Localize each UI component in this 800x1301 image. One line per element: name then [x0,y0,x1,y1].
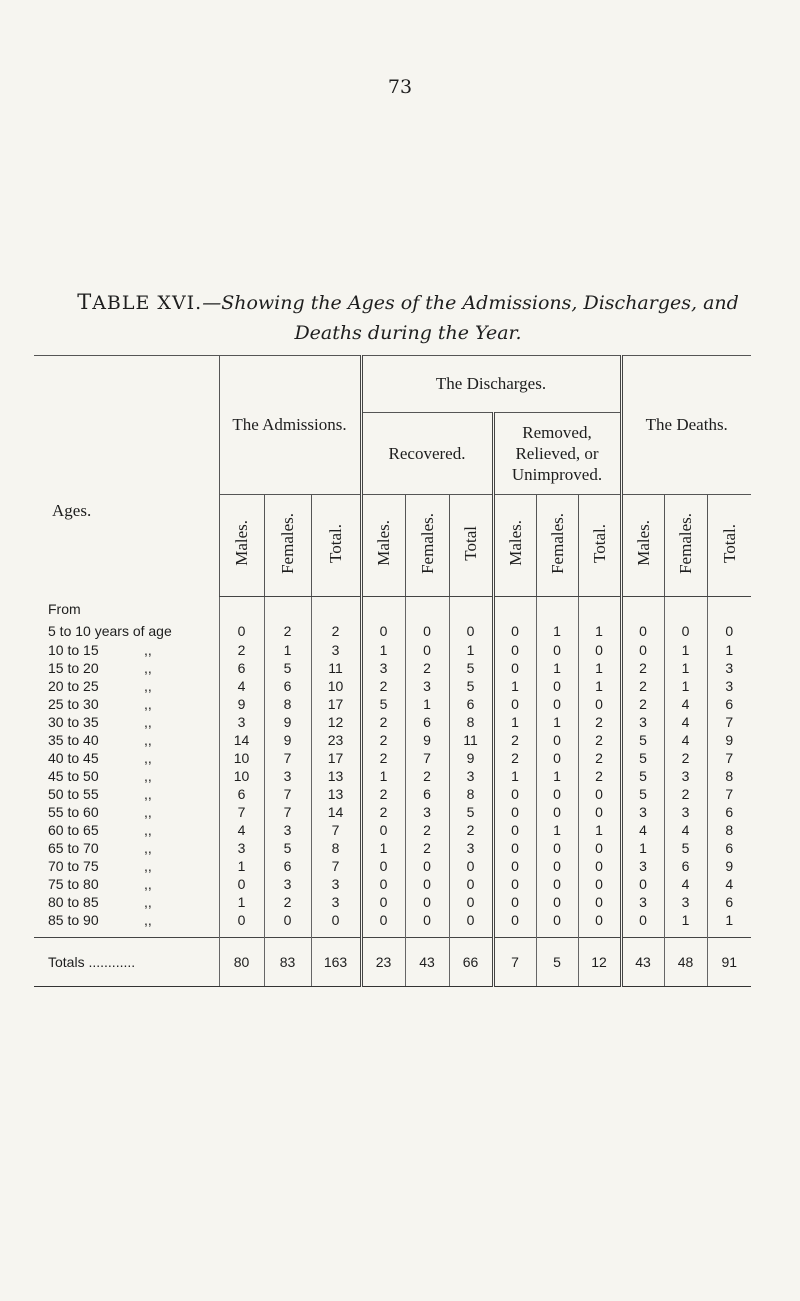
table-cell: 0 [405,857,449,875]
table-row [34,893,751,911]
ditto-mark: ,, [144,875,152,892]
table-cell: 6 [264,677,311,695]
table-cell: 1 [707,911,751,938]
table-cell: 7 [405,749,449,767]
ditto-mark: ,, [144,821,152,838]
table-cell: 3 [219,839,264,857]
removed-header: Removed, Relieved, or Unimproved. [493,413,621,495]
table-cell: 3 [405,803,449,821]
table-cell: 8 [449,785,493,803]
totals-cell: 66 [449,937,493,986]
totals-row [34,937,751,986]
table-cell: 4 [664,821,707,839]
table-cell: 5 [264,839,311,857]
ditto-mark: ,, [144,731,152,748]
age-range: 35 to 40 ,, [48,731,152,748]
table-cell: 0 [449,621,493,641]
table-cell: 5 [361,695,405,713]
table-cell: 8 [311,839,361,857]
table-cell: 3 [707,659,751,677]
table-cell: 0 [493,695,536,713]
table-cell: 1 [536,713,578,731]
table-cell: 9 [405,731,449,749]
table-cell: 6 [707,803,751,821]
table-cell: 0 [219,621,264,641]
table-cell: 6 [264,857,311,875]
table-cell: 2 [449,821,493,839]
table-cell: 9 [707,731,751,749]
table-cell: 12 [311,713,361,731]
table-cell: 0 [578,641,621,659]
table-cell: 1 [536,767,578,785]
table-cell: 2 [621,677,664,695]
table-cell: 0 [493,911,536,938]
table-cell: 7 [264,785,311,803]
table-cell: 0 [361,821,405,839]
removed-total-header: Total. [578,495,621,597]
recovered-females-header: Females. [405,495,449,597]
removed-males-header: Males. [493,495,536,597]
caption-line-2 [28,318,788,348]
table-cell: 14 [219,731,264,749]
table-cell: 0 [536,641,578,659]
table-cell: 5 [449,677,493,695]
table-body [34,597,751,938]
table-cell: 4 [664,713,707,731]
table-cell: 9 [449,749,493,767]
table-cell: 3 [449,839,493,857]
deaths-males-header: Males. [621,495,664,597]
table-cell: 1 [664,677,707,695]
table-cell: 0 [621,911,664,938]
ditto-mark: ,, [144,749,152,766]
table-cell: 6 [707,893,751,911]
table-row [34,659,751,677]
table-cell: 0 [536,893,578,911]
table-row [34,821,751,839]
table-cell: 2 [578,749,621,767]
table-cell: 0 [536,695,578,713]
totals-cell: 23 [361,937,405,986]
table-cell: 0 [536,731,578,749]
table-cell: 4 [219,677,264,695]
table-cell: 5 [621,749,664,767]
table-cell: 3 [707,677,751,695]
table-cell: 4 [621,821,664,839]
table-cell: 10 [311,677,361,695]
table-cell: 0 [493,785,536,803]
table-cell: 0 [405,621,449,641]
table-cell: 10 [219,749,264,767]
table-cell: 0 [449,911,493,938]
table-row [34,677,751,695]
table-cell: 0 [621,875,664,893]
table-cell: 3 [621,857,664,875]
table-cell: 1 [578,821,621,839]
ditto-mark: ,, [144,659,152,676]
table-cell: 3 [621,893,664,911]
table-cell: 0 [264,911,311,938]
table-cell: 0 [578,857,621,875]
table-cell: 2 [311,621,361,641]
table-cell: 6 [664,857,707,875]
table-cell: 0 [578,695,621,713]
table-cell: 0 [493,857,536,875]
table-cell: 7 [707,713,751,731]
age-range: 85 to 90 ,, [48,911,152,928]
page-number: 73 [387,76,413,98]
age-range: 10 to 15 ,, [48,641,152,658]
table-cell: 6 [219,659,264,677]
table-cell: 0 [219,875,264,893]
table-cell: 0 [449,875,493,893]
table-cell: 3 [405,677,449,695]
table-cell: 11 [311,659,361,677]
table-cell: 0 [621,621,664,641]
totals-cell: 163 [311,937,361,986]
table-cell: 8 [707,821,751,839]
table-cell: 9 [219,695,264,713]
caption-text-2: Deaths during the Year. [294,322,522,344]
ditto-mark: ,, [144,677,152,694]
table-cell: 0 [361,893,405,911]
table-cell: 3 [311,875,361,893]
table-cell: 2 [361,785,405,803]
from-row [34,597,751,621]
table-cell: 13 [311,767,361,785]
table-cell: 0 [536,803,578,821]
table-cell: 1 [264,641,311,659]
table-cell: 0 [578,911,621,938]
table-cell: 5 [664,839,707,857]
ditto-mark: ,, [144,767,152,784]
table-cell: 0 [536,749,578,767]
table-cell: 3 [361,659,405,677]
totals-cell: 48 [664,937,707,986]
admissions-females-header: Females. [264,495,311,597]
ditto-mark: ,, [144,893,152,910]
table-cell: 0 [578,875,621,893]
table-cell: 10 [219,767,264,785]
table-row [34,767,751,785]
caption-text-1: —Showing the Ages of the Admissions, Discharges, and [202,292,739,314]
table-cell: 11 [449,731,493,749]
table-cell: 0 [311,911,361,938]
totals-cell: 7 [493,937,536,986]
ditto-mark: ,, [144,713,152,730]
table-cell: 4 [664,695,707,713]
table-row [34,695,751,713]
table-cell: 1 [664,659,707,677]
table-cell: 0 [449,893,493,911]
ditto-mark: ,, [144,839,152,856]
table-cell: 5 [449,803,493,821]
table-cell: 3 [621,713,664,731]
table-cell: 3 [311,641,361,659]
table-cell: 17 [311,695,361,713]
table-cell: 1 [493,713,536,731]
table-row [34,803,751,821]
table-cell: 2 [361,731,405,749]
table-cell: 2 [493,749,536,767]
age-range: 25 to 30 ,, [48,695,152,712]
table-cell: 13 [311,785,361,803]
table-cell: 7 [311,821,361,839]
table-cell: 5 [449,659,493,677]
recovered-males-header: Males. [361,495,405,597]
totals-cell: 5 [536,937,578,986]
table-cell: 6 [449,695,493,713]
table-cell: 1 [578,659,621,677]
age-range: 65 to 70 ,, [48,839,152,856]
table-cell: 3 [664,893,707,911]
table-cell: 1 [707,641,751,659]
totals-cell: 12 [578,937,621,986]
admissions-header: The Admissions. [219,356,361,495]
table-cell: 1 [361,839,405,857]
table-cell: 4 [664,731,707,749]
table-cell: 3 [264,767,311,785]
table-cell: 3 [219,713,264,731]
table-cell: 4 [664,875,707,893]
table-cell: 0 [493,659,536,677]
table-cell: 0 [578,839,621,857]
table-cell: 0 [493,839,536,857]
table-cell: 0 [707,621,751,641]
table-cell: 0 [493,621,536,641]
table-cell: 2 [361,713,405,731]
ditto-mark: ,, [144,695,152,712]
table-row [34,641,751,659]
table-cell: 0 [493,641,536,659]
table-row [34,875,751,893]
table-cell: 0 [493,875,536,893]
table-cell: 23 [311,731,361,749]
table-cell: 0 [578,785,621,803]
table-cell: 0 [493,803,536,821]
table-cell: 0 [536,839,578,857]
ditto-mark: ,, [144,911,152,928]
deaths-header: The Deaths. [621,356,751,495]
table-cell: 7 [707,785,751,803]
table-cell: 1 [361,641,405,659]
table-cell: 2 [405,659,449,677]
totals-cell: 91 [707,937,751,986]
table-cell: 0 [536,911,578,938]
table-cell: 0 [405,911,449,938]
table-cell: 5 [264,659,311,677]
table-cell: 2 [493,731,536,749]
table-cell: 0 [449,857,493,875]
table-row [34,839,751,857]
table-cell: 0 [578,803,621,821]
age-range: 55 to 60 ,, [48,803,152,820]
caption-line-1 [28,287,788,318]
table-cell: 5 [621,767,664,785]
table-cell: 1 [536,821,578,839]
table-row [34,785,751,803]
table-cell: 0 [219,911,264,938]
table-cell: 2 [405,821,449,839]
table-cell: 8 [449,713,493,731]
table-cell: 8 [264,695,311,713]
table-cell: 17 [311,749,361,767]
recovered-header: Recovered. [361,413,493,495]
table-cell: 0 [493,893,536,911]
table-cell: 7 [264,749,311,767]
table-cell: 1 [578,621,621,641]
age-range: 50 to 55 ,, [48,785,152,802]
table-cell: 0 [536,875,578,893]
table-cell: 0 [361,857,405,875]
ditto-mark: ,, [144,785,152,802]
table-cell: 0 [536,677,578,695]
table-cell: 1 [361,767,405,785]
totals-cell: 43 [405,937,449,986]
age-range: 80 to 85 ,, [48,893,152,910]
table-cell: 1 [493,677,536,695]
table-cell: 2 [578,713,621,731]
table-cell: 5 [621,731,664,749]
table-cell: 0 [664,621,707,641]
totals-cell: 43 [621,937,664,986]
table-cell: 3 [449,767,493,785]
table-cell: 6 [707,695,751,713]
table-cell: 2 [621,659,664,677]
totals-label: Totals ............ [34,937,219,986]
ages-header: Ages. [34,356,219,597]
table-cell: 0 [578,893,621,911]
from-label: From [48,600,81,617]
table-cell: 0 [536,857,578,875]
table-cell: 9 [264,713,311,731]
table-cell: 9 [707,857,751,875]
table-label: TABLE XVI. [77,290,203,314]
totals-cell: 80 [219,937,264,986]
table-cell: 1 [664,911,707,938]
table-cell: 0 [361,621,405,641]
table-cell: 0 [361,911,405,938]
table-cell: 0 [361,875,405,893]
table-cell: 2 [264,621,311,641]
age-range: 60 to 65 ,, [48,821,152,838]
age-range: 5 to 10 years of age [48,622,172,639]
table-cell: 2 [664,749,707,767]
table-cell: 4 [707,875,751,893]
table-row [34,749,751,767]
totals-cell: 83 [264,937,311,986]
table-cell: 2 [361,749,405,767]
table-cell: 2 [405,839,449,857]
table-row [34,731,751,749]
table-cell: 3 [264,821,311,839]
deaths-total-header: Total. [707,495,751,597]
table-cell: 0 [493,821,536,839]
table-cell: 14 [311,803,361,821]
table-cell: 7 [707,749,751,767]
table-cell: 0 [405,875,449,893]
table-cell: 3 [311,893,361,911]
table-cell: 1 [664,641,707,659]
table-cell: 6 [707,839,751,857]
table-cell: 6 [405,713,449,731]
table-cell: 2 [264,893,311,911]
table-cell: 6 [405,785,449,803]
table-cell: 7 [219,803,264,821]
recovered-total-header: Total [449,495,493,597]
table-cell: 2 [219,641,264,659]
admissions-males-header: Males. [219,495,264,597]
age-range: 15 to 20 ,, [48,659,152,676]
admissions-total-header: Total. [311,495,361,597]
table-cell: 9 [264,731,311,749]
table-cell: 3 [621,803,664,821]
table-cell: 1 [536,659,578,677]
table-cell: 1 [219,893,264,911]
table-cell: 0 [405,641,449,659]
table-cell: 8 [707,767,751,785]
removed-females-header: Females. [536,495,578,597]
table-cell: 3 [664,767,707,785]
table-cell: 2 [621,695,664,713]
table-cell: 1 [493,767,536,785]
table-cell: 0 [405,893,449,911]
age-range: 30 to 35 ,, [48,713,152,730]
table-cell: 2 [405,767,449,785]
table-cell: 5 [621,785,664,803]
table-row [34,713,751,731]
table-cell: 1 [449,641,493,659]
deaths-females-header: Females. [664,495,707,597]
table-cell: 2 [578,767,621,785]
table-cell: 4 [219,821,264,839]
table-cell: 2 [578,731,621,749]
table-cell: 1 [578,677,621,695]
table-cell: 6 [219,785,264,803]
table-cell: 3 [264,875,311,893]
table-cell: 7 [311,857,361,875]
table-cell: 3 [664,803,707,821]
table-cell: 7 [264,803,311,821]
ditto-mark: ,, [144,641,152,658]
ditto-mark: ,, [144,803,152,820]
ditto-mark: ,, [144,857,152,874]
age-range: 45 to 50 ,, [48,767,152,784]
ages-table [34,355,751,987]
discharges-header: The Discharges. [361,356,621,413]
table-row [34,911,751,938]
table-cell: 1 [536,621,578,641]
table-cell: 0 [621,641,664,659]
age-range: 70 to 75 ,, [48,857,152,874]
table-cell: 2 [361,677,405,695]
age-range: 20 to 25 ,, [48,677,152,694]
table-cell: 1 [621,839,664,857]
age-range: 40 to 45 ,, [48,749,152,766]
table-cell: 2 [664,785,707,803]
table-cell: 2 [361,803,405,821]
table-row [34,857,751,875]
table-cell: 1 [219,857,264,875]
table-row [34,621,751,641]
table-cell: 0 [536,785,578,803]
table-caption [28,287,788,348]
age-range: 75 to 80 ,, [48,875,152,892]
table-cell: 1 [405,695,449,713]
